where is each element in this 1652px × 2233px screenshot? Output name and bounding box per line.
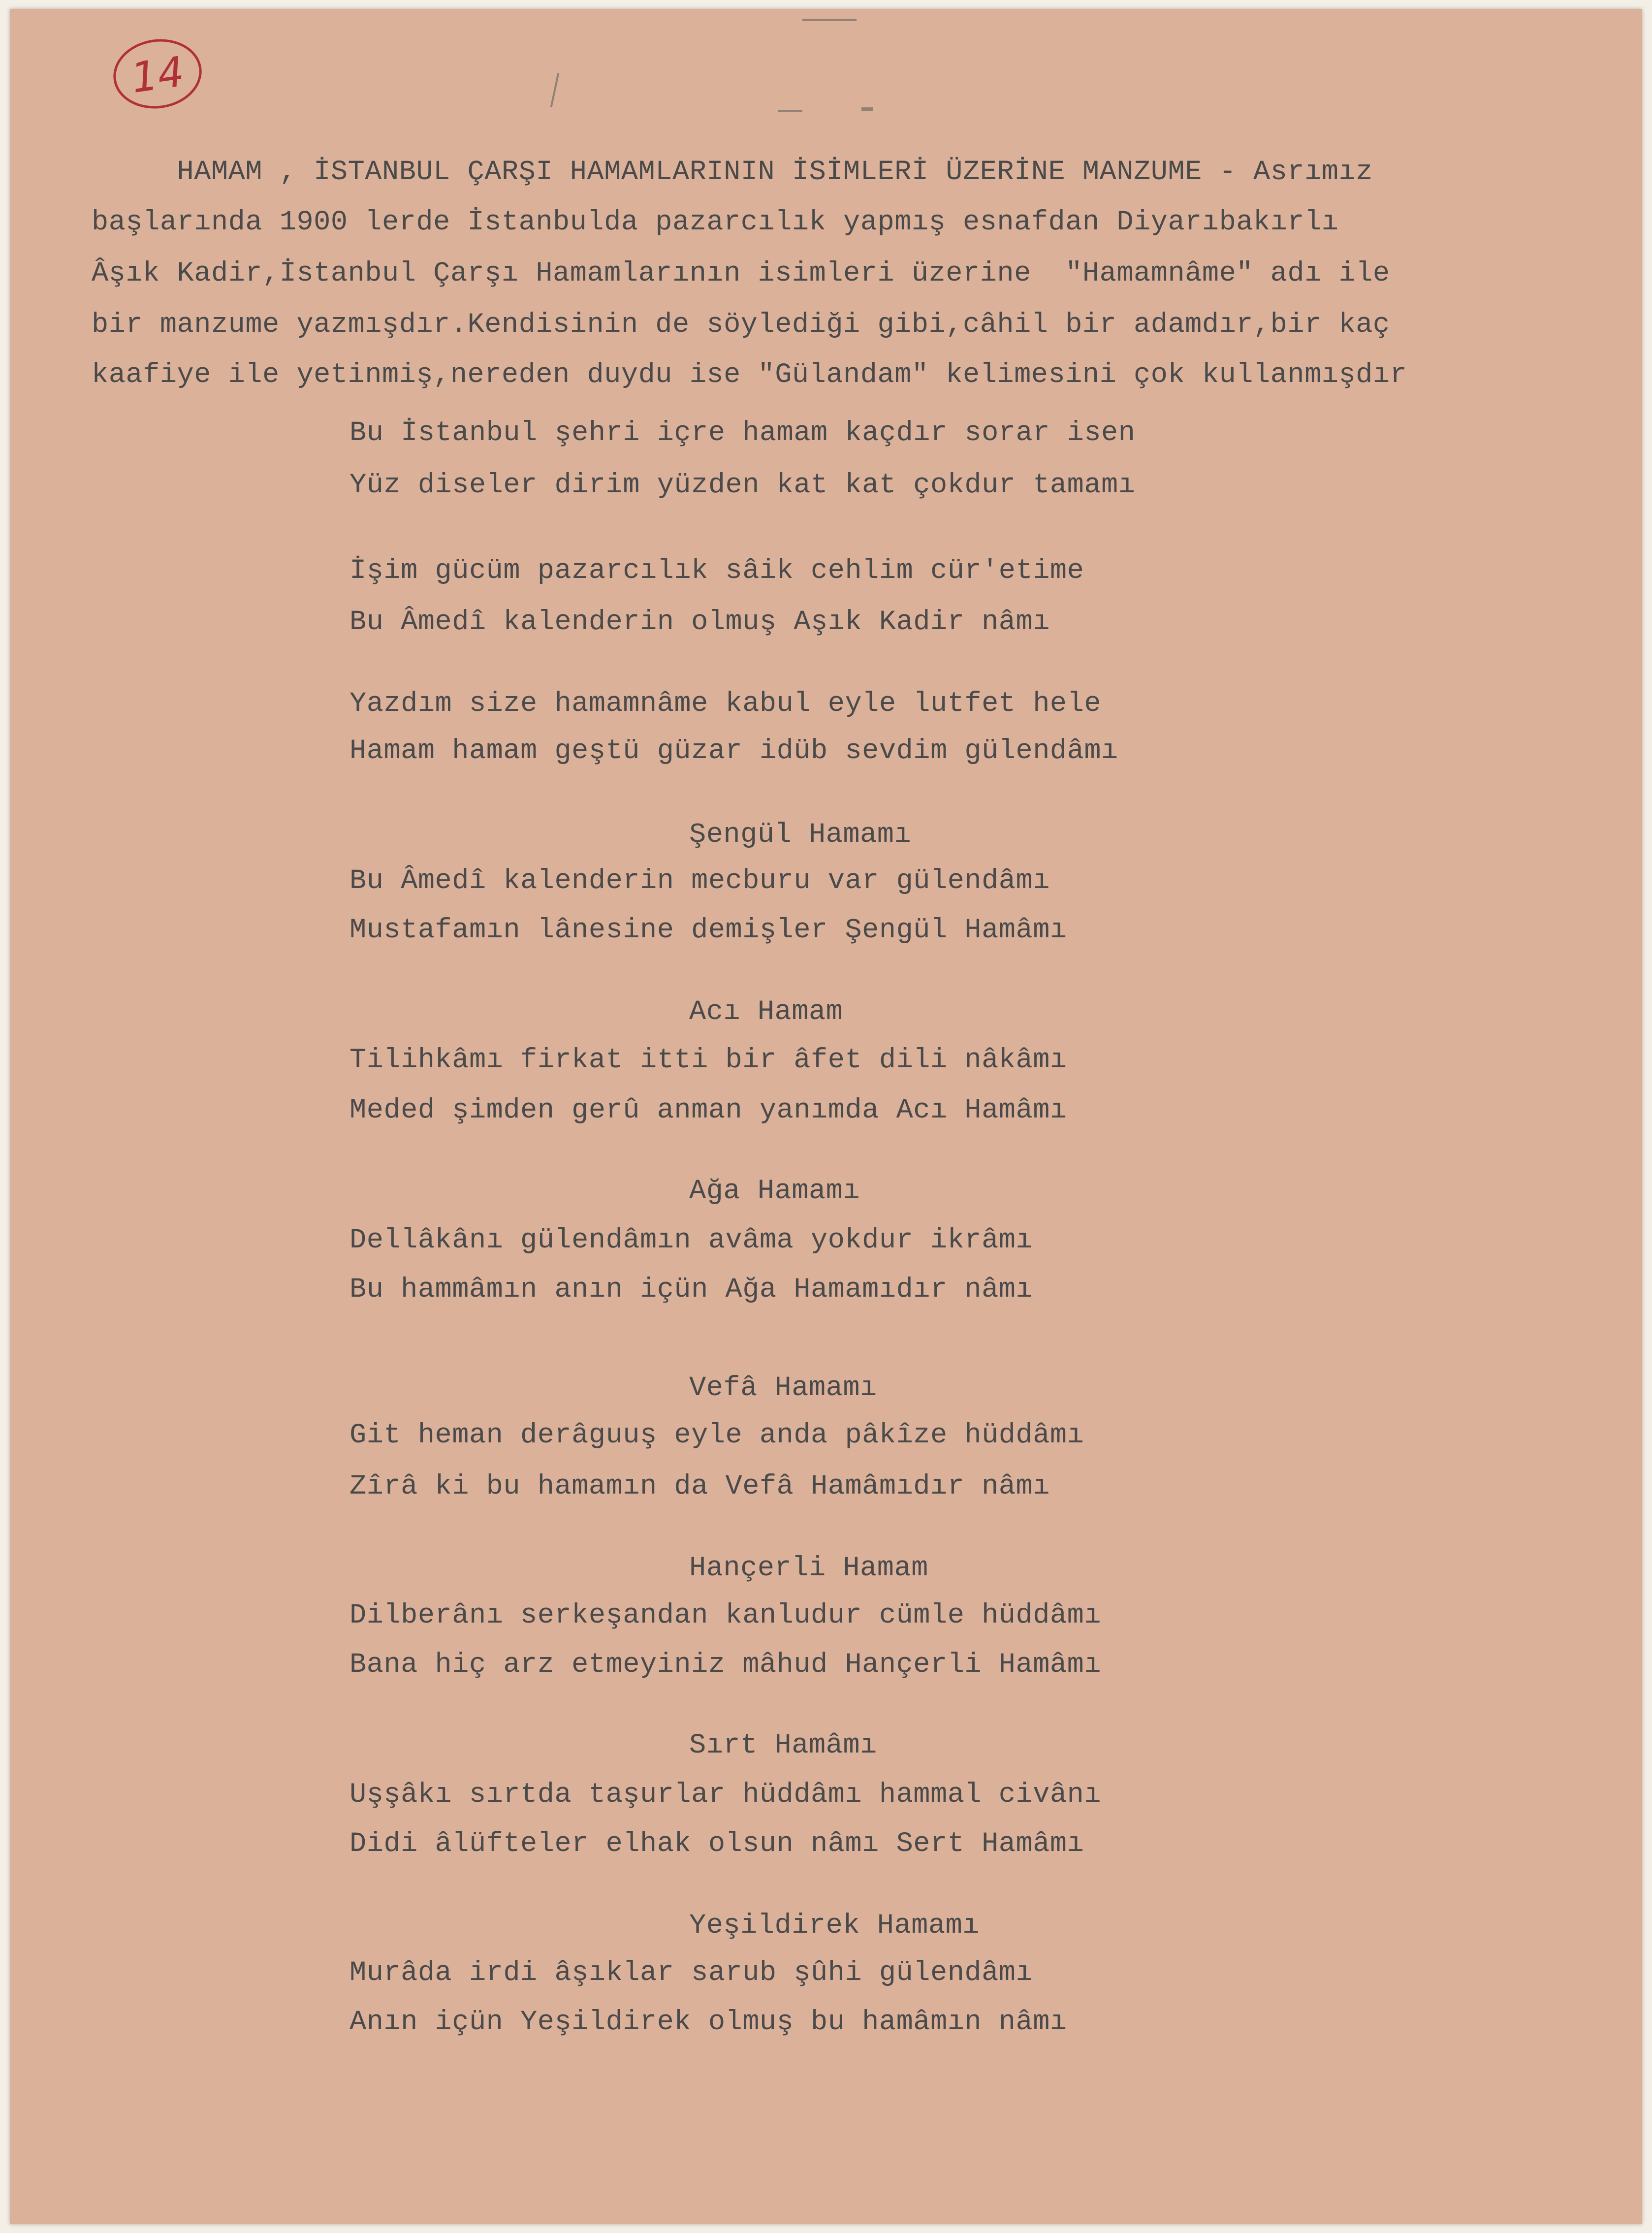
- intro-line-5: kaafiye ile yetinmiş,nereden duydu ise "Gülandam" kelimesini çok kullanmışdır: [92, 359, 1407, 391]
- verse-line: Dellâkânı gülendâmın avâma yokdur ikrâmı: [349, 1225, 1033, 1256]
- stray-pencil-mark: [550, 73, 559, 107]
- intro-line-3: Âşık Kadir,İstanbul Çarşı Hamamlarının isimleri üzerine "Hamamnâme" adı ile: [92, 258, 1390, 289]
- stanza-title: Acı Hamam: [689, 996, 843, 1028]
- verse-line: Bana hiç arz etmeyiniz mâhud Hançerli Hamâmı: [349, 1649, 1102, 1681]
- stray-typewriter-mark: [778, 110, 802, 112]
- intro-line-1: HAMAM , İSTANBUL ÇARŞI HAMAMLARININ İSİMLERİ ÜZERİNE MANZUME - Asrımız: [92, 157, 1373, 188]
- verse-line: Bu Âmedî kalenderin mecburu var gülendâmı: [349, 865, 1050, 897]
- verse-line: Hamam hamam geştü güzar idüb sevdim gülendâmı: [349, 735, 1118, 767]
- stanza-title: Ağa Hamamı: [689, 1176, 860, 1207]
- stray-typewriter-mark: [802, 19, 857, 21]
- stanza-title: Yeşildirek Hamamı: [689, 1910, 980, 1942]
- page-number-text: 14: [128, 47, 188, 102]
- stray-typewriter-mark: [861, 107, 873, 111]
- verse-line: Bu hammâmın anın içün Ağa Hamamıdır nâmı: [349, 1274, 1033, 1306]
- intro-line-4: bir manzume yazmışdır.Kendisinin de söylediği gibi,câhil bir adamdır,bir kaç: [92, 309, 1390, 341]
- verse-line: Zîrâ ki bu hamamın da Vefâ Hamâmıdır nâmı: [349, 1471, 1050, 1502]
- verse-line: Bu İstanbul şehri içre hamam kaçdır sorar isen: [349, 417, 1136, 449]
- verse-line: Murâda irdi âşıklar sarub şûhi gülendâmı: [349, 1957, 1033, 1989]
- verse-line: Bu Âmedî kalenderin olmuş Aşık Kadir nâmı: [349, 606, 1050, 638]
- verse-line: Uşşâkı sırtda taşurlar hüddâmı hammal civânı: [349, 1779, 1102, 1811]
- stanza-title: Şengül Hamamı: [689, 819, 912, 851]
- verse-line: Mustafamın lânesine demişler Şengül Hamâmı: [349, 915, 1067, 946]
- verse-line: Anın içün Yeşildirek olmuş bu hamâmın nâmı: [349, 2007, 1067, 2038]
- verse-line: Meded şimden gerû anman yanımda Acı Hamâmı: [349, 1095, 1067, 1126]
- verse-line: Yazdım size hamamnâme kabul eyle lutfet hele: [349, 688, 1102, 720]
- intro-line-2: başlarında 1900 lerde İstanbulda pazarcılık yapmış esnafdan Diyarıbakırlı: [92, 207, 1339, 238]
- stanza-title: Sırt Hamâmı: [689, 1730, 877, 1761]
- verse-line: Tilihkâmı firkat itti bir âfet dili nâkâmı: [349, 1045, 1067, 1076]
- stanza-title: Hançerli Hamam: [689, 1553, 928, 1584]
- verse-line: İşim gücüm pazarcılık sâik cehlim cür'etime: [349, 555, 1084, 587]
- verse-line: Git heman derâguuş eyle anda pâkîze hüddâmı: [349, 1420, 1084, 1451]
- handwritten-page-number: [109, 33, 206, 114]
- verse-line: Dilberânı serkeşandan kanludur cümle hüddâmı: [349, 1600, 1102, 1631]
- document-page: [10, 9, 1642, 2224]
- verse-line: Didi âlüfteler elhak olsun nâmı Sert Hamâmı: [349, 1828, 1084, 1860]
- stanza-title: Vefâ Hamamı: [689, 1372, 877, 1404]
- verse-line: Yüz diseler dirim yüzden kat kat çokdur tamamı: [349, 470, 1136, 501]
